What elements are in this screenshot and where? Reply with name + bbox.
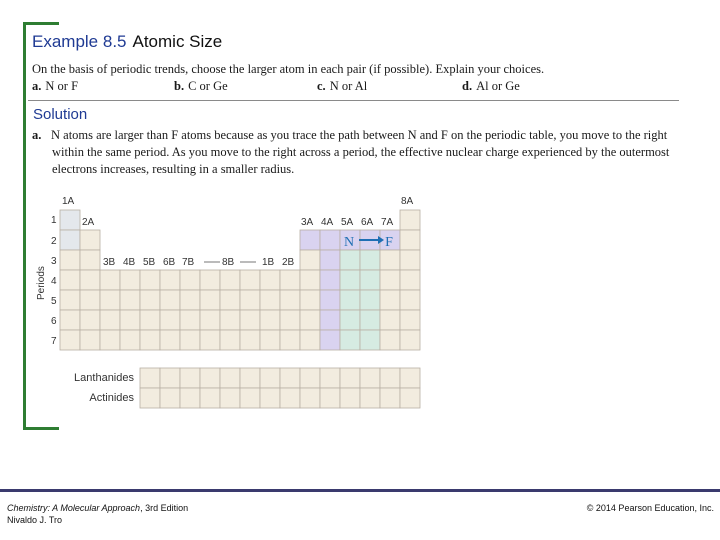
f-block-cell	[300, 368, 320, 388]
group-label-7a: 7A	[381, 217, 394, 228]
table-cell	[340, 290, 360, 310]
table-cell	[360, 310, 380, 330]
table-cell	[320, 230, 340, 250]
table-cell	[360, 270, 380, 290]
table-cell	[240, 330, 260, 350]
lanthanides-label: Lanthanides	[74, 372, 134, 384]
group-label-4b: 4B	[123, 257, 136, 268]
period-number-4: 4	[51, 276, 57, 287]
solution-item-letter: a.	[32, 128, 42, 142]
f-block-cell	[400, 368, 420, 388]
f-block-cell	[340, 368, 360, 388]
table-cell	[240, 290, 260, 310]
table-cell	[320, 270, 340, 290]
table-cell	[200, 330, 220, 350]
table-cell	[180, 310, 200, 330]
periods-axis-label: Periods	[36, 266, 47, 300]
table-cell	[380, 270, 400, 290]
table-cell	[400, 210, 420, 230]
f-block-cell	[300, 388, 320, 408]
table-cell	[260, 310, 280, 330]
table-cell	[260, 270, 280, 290]
group-label-2b: 2B	[282, 257, 295, 268]
table-cell	[80, 270, 100, 290]
footer-author: Nivaldo J. Tro	[7, 515, 63, 525]
choice-letter: b.	[174, 79, 185, 93]
group-label-4a: 4A	[321, 217, 334, 228]
table-cell	[60, 290, 80, 310]
table-cell	[340, 250, 360, 270]
table-cell	[280, 270, 300, 290]
period-number-2: 2	[51, 236, 57, 247]
f-block-cell	[200, 388, 220, 408]
table-cell	[300, 330, 320, 350]
table-cell	[100, 270, 120, 290]
table-cell	[100, 290, 120, 310]
f-block-cell	[140, 368, 160, 388]
f-block-cell	[160, 388, 180, 408]
table-cell	[300, 270, 320, 290]
table-cell	[160, 310, 180, 330]
footer-divider	[0, 489, 720, 492]
table-cell	[360, 330, 380, 350]
table-cell	[400, 330, 420, 350]
example-number: Example 8.5	[32, 32, 127, 51]
period-number-6: 6	[51, 316, 57, 327]
table-cell	[360, 250, 380, 270]
footer-book	[7, 503, 188, 513]
table-cell	[380, 250, 400, 270]
f-block-cell	[220, 368, 240, 388]
table-cell	[160, 290, 180, 310]
actinides-label: Actinides	[89, 392, 134, 404]
table-cell	[240, 310, 260, 330]
f-block-cell	[260, 368, 280, 388]
table-cell	[120, 330, 140, 350]
f-block-cell	[220, 388, 240, 408]
example-topic: Atomic Size	[132, 32, 223, 51]
solution-item-text: N atoms are larger than F atoms because as you trace the path between N and F on the periodic table, you move to the right within the same period. As you move to the right across a period, the effective nuclear charge experienced by the outermost electrons increases, resulting in a smaller radius.	[51, 128, 670, 176]
table-cell	[280, 310, 300, 330]
f-block-cell	[380, 368, 400, 388]
group-label-2a: 2A	[82, 217, 95, 228]
f-block-cell	[200, 368, 220, 388]
table-cell	[60, 330, 80, 350]
choice-text: C or Ge	[188, 79, 228, 93]
table-cell	[320, 290, 340, 310]
table-cell	[400, 230, 420, 250]
table-cell	[180, 270, 200, 290]
table-cell	[60, 230, 80, 250]
table-cell	[300, 290, 320, 310]
table-cell	[60, 310, 80, 330]
choice-letter: c.	[317, 79, 326, 93]
table-cell	[400, 310, 420, 330]
group-label-8b: 8B	[222, 257, 235, 268]
choice-text: Al or Ge	[476, 79, 520, 93]
group-label-5b: 5B	[143, 257, 156, 268]
question-text: On the basis of periodic trends, choose the larger atom in each pair (if possible). Explain your choices.	[32, 62, 545, 76]
group-label-3a: 3A	[301, 217, 314, 228]
group-label-8a: 8A	[401, 196, 414, 207]
footer-edition: , 3rd Edition	[140, 503, 189, 513]
choice-letter: a.	[32, 79, 42, 93]
table-cell	[200, 290, 220, 310]
table-cell	[160, 330, 180, 350]
f-block-cell	[280, 388, 300, 408]
periodic-table-grid	[60, 210, 420, 350]
table-cell	[140, 290, 160, 310]
f-block-cell	[380, 388, 400, 408]
table-cell	[140, 330, 160, 350]
table-cell	[340, 270, 360, 290]
table-cell	[220, 330, 240, 350]
table-cell	[200, 310, 220, 330]
f-block-grid	[140, 368, 420, 408]
table-cell	[60, 270, 80, 290]
table-cell	[300, 230, 320, 250]
table-cell	[120, 310, 140, 330]
table-cell	[160, 270, 180, 290]
table-cell	[380, 310, 400, 330]
table-cell	[80, 290, 100, 310]
table-cell	[100, 330, 120, 350]
period-number-5: 5	[51, 296, 57, 307]
footer-copyright: © 2014 Pearson Education, Inc.	[586, 503, 714, 513]
table-cell	[360, 290, 380, 310]
f-block-cell	[340, 388, 360, 408]
table-cell	[180, 290, 200, 310]
f-block-cell	[400, 388, 420, 408]
table-cell	[380, 290, 400, 310]
period-number-1: 1	[51, 215, 57, 226]
table-cell	[60, 210, 80, 230]
table-cell	[320, 330, 340, 350]
table-cell	[220, 290, 240, 310]
f-block-cell	[360, 388, 380, 408]
table-cell	[400, 290, 420, 310]
table-cell	[80, 230, 100, 250]
table-cell	[200, 270, 220, 290]
solution-heading: Solution	[33, 106, 88, 123]
f-block-cell	[140, 388, 160, 408]
table-cell	[140, 270, 160, 290]
footer-book-title: Chemistry: A Molecular Approach	[7, 503, 141, 513]
group-label-6a: 6A	[361, 217, 374, 228]
group-label-7b: 7B	[182, 257, 195, 268]
group-label-1b: 1B	[262, 257, 275, 268]
table-cell	[280, 290, 300, 310]
group-label-5a: 5A	[341, 217, 354, 228]
f-block-cell	[240, 368, 260, 388]
period-number-3: 3	[51, 256, 57, 267]
table-cell	[380, 330, 400, 350]
table-cell	[240, 270, 260, 290]
group-label-1a: 1A	[62, 196, 75, 207]
table-cell	[260, 290, 280, 310]
f-block-cell	[320, 368, 340, 388]
table-cell	[280, 330, 300, 350]
f-block-cell	[180, 368, 200, 388]
table-cell	[340, 310, 360, 330]
table-cell	[260, 330, 280, 350]
group-label-3b: 3B	[103, 257, 116, 268]
table-cell	[400, 270, 420, 290]
table-cell	[400, 250, 420, 270]
f-block-cell	[320, 388, 340, 408]
f-block-cell	[240, 388, 260, 408]
group-label-6b: 6B	[163, 257, 176, 268]
choice-letter: d.	[462, 79, 473, 93]
table-cell	[220, 310, 240, 330]
table-cell	[320, 250, 340, 270]
period-number-7: 7	[51, 336, 57, 347]
table-cell	[80, 330, 100, 350]
table-cell	[340, 330, 360, 350]
f-block-cell	[180, 388, 200, 408]
element-f-symbol: F	[385, 235, 393, 250]
table-cell	[80, 250, 100, 270]
f-block-cell	[260, 388, 280, 408]
choice-text: N or F	[45, 79, 79, 93]
table-cell	[60, 250, 80, 270]
table-cell	[300, 310, 320, 330]
f-block-cell	[360, 368, 380, 388]
table-cell	[180, 330, 200, 350]
table-cell	[140, 310, 160, 330]
element-n-symbol: N	[343, 235, 355, 250]
table-cell	[320, 310, 340, 330]
table-cell	[300, 250, 320, 270]
table-cell	[100, 310, 120, 330]
table-cell	[120, 290, 140, 310]
f-block-cell	[160, 368, 180, 388]
table-cell	[80, 310, 100, 330]
table-cell	[120, 270, 140, 290]
choice-text: N or Al	[329, 79, 368, 93]
f-block-cell	[280, 368, 300, 388]
table-cell	[220, 270, 240, 290]
